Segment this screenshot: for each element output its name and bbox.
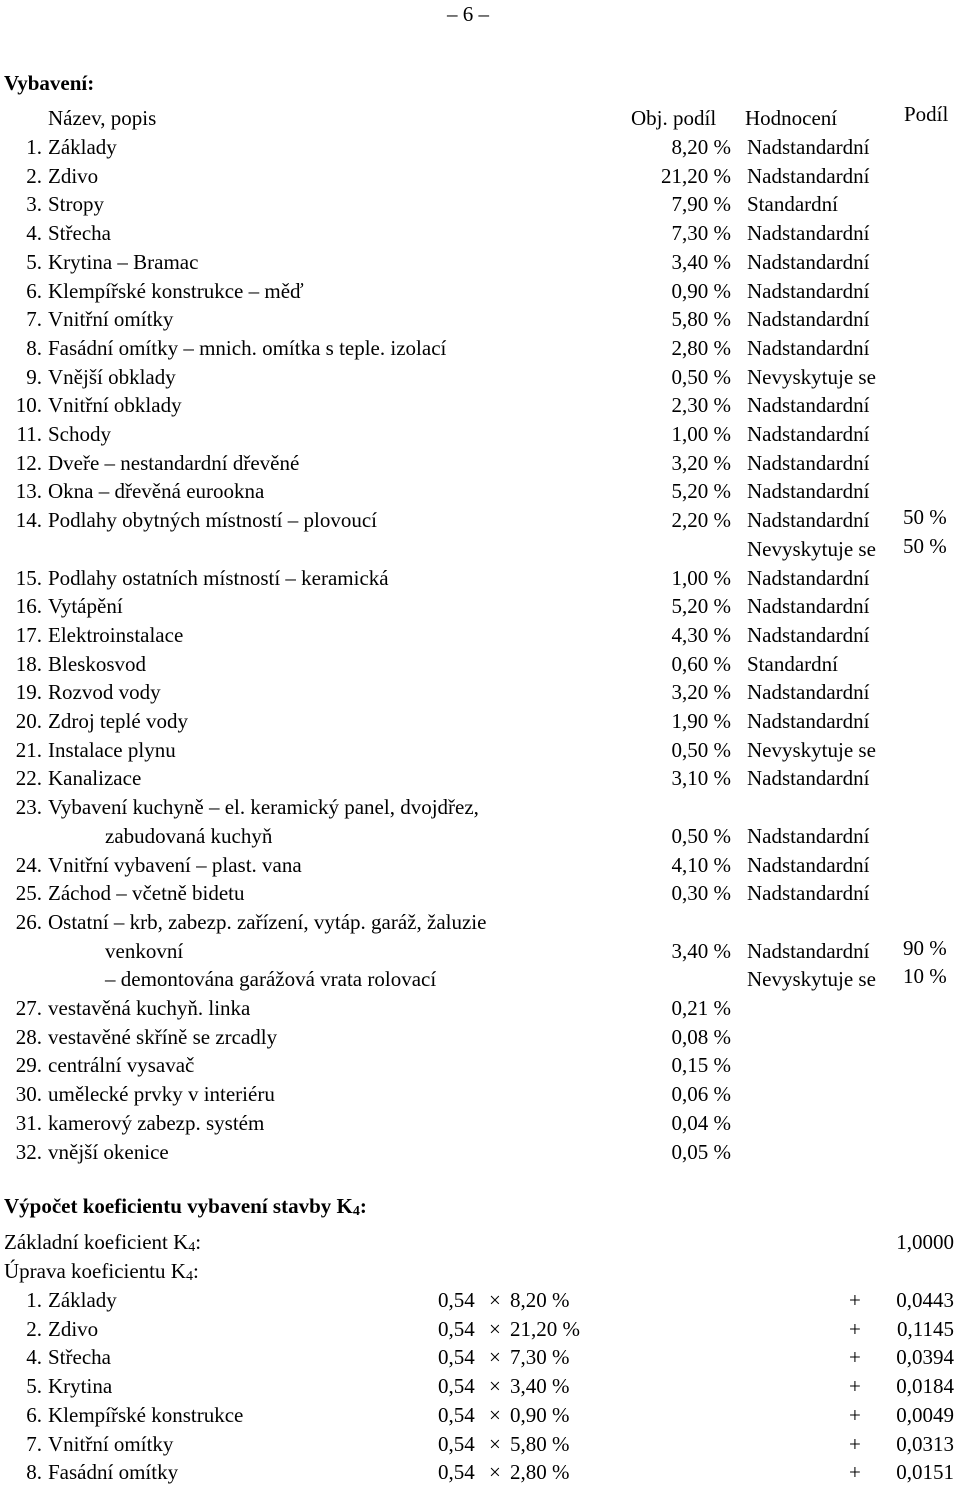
coef-row-name: Fasádní omítky (48, 1460, 179, 1485)
row-name: Vytápění (48, 594, 123, 619)
row-number: 10. (15, 393, 42, 418)
coef-row-sign: + (849, 1431, 861, 1456)
row-name-continued: zabudovaná kuchyň (105, 823, 273, 848)
row-name: Záchod – včetně bidetu (48, 881, 245, 906)
row-part: 10 % (903, 964, 947, 989)
row-name: Podlahy ostatních místností – keramická (48, 565, 389, 590)
row-name: Střecha (48, 221, 111, 246)
coef-row-value: 0,0313 (896, 1431, 954, 1456)
row-number: 3. (26, 192, 42, 217)
row-share: 0,06 % (671, 1082, 731, 1107)
row-share: 0,50 % (671, 823, 731, 848)
multiply-icon: × (489, 1431, 501, 1456)
row-name: Zdivo (48, 163, 99, 188)
coef-row-number: 8. (26, 1460, 42, 1485)
row-name: Fasádní omítky – mnich. omítka s teple. izolací (48, 335, 447, 360)
row-name: Instalace plynu (48, 737, 176, 762)
row-name: Vnitřní vybavení – plast. vana (48, 852, 302, 877)
header-share: Obj. podíl (631, 106, 717, 130)
coef-row-value: 0,0184 (896, 1374, 954, 1399)
row-rating: Nadstandardní (747, 881, 870, 906)
row-number: 4. (26, 221, 42, 246)
row-number: 25. (15, 881, 42, 906)
row-share: 0,21 % (671, 996, 731, 1020)
row-rating: Nevyskytuje se (747, 737, 876, 762)
row-share: 0,50 % (671, 737, 731, 762)
multiply-icon: × (489, 1345, 501, 1370)
row-share: 0,50 % (671, 364, 731, 389)
row-name: Okna – dřevěná eurookna (48, 479, 265, 504)
row-name: Klempířské konstrukce – měď (48, 278, 304, 303)
row-number: 15. (15, 565, 42, 590)
coef-row-factor: 0,54 (438, 1460, 475, 1485)
coef-row-name: Vnitřní omítky (48, 1431, 174, 1456)
row-share: 5,20 % (671, 594, 731, 619)
coef-row-factor: 0,54 (438, 1316, 475, 1341)
row-share: 1,00 % (671, 422, 731, 446)
coef-row-value: 0,0394 (896, 1345, 954, 1370)
row-share: 0,90 % (671, 278, 731, 303)
row-share: 2,80 % (671, 335, 731, 360)
row-name: Vnější obklady (48, 364, 176, 389)
multiply-icon: × (489, 1460, 501, 1485)
row-name: Rozvod vody (48, 680, 161, 705)
row-name: Stropy (48, 192, 105, 217)
row-rating: Nadstandardní (747, 163, 870, 188)
row-share: 0,04 % (671, 1110, 731, 1135)
row-name: Schody (48, 422, 111, 446)
row-rating: Nadstandardní (747, 594, 870, 619)
base-coefficient-label: Základní koeficient $K_4$: (4, 1230, 202, 1255)
row-name-continued: – demontována garážová vrata rolovací (105, 967, 437, 992)
row-number: 1. (26, 135, 42, 159)
row-share: 3,20 % (671, 680, 731, 705)
coef-row-value: 0,0443 (896, 1288, 954, 1312)
multiply-icon: × (489, 1288, 501, 1312)
row-rating: Nadstandardní (747, 508, 870, 533)
row-rating: Nadstandardní (747, 565, 870, 590)
row-name: Ostatní – krb, zabezp. zařízení, vytáp. garáž, žaluzie (48, 909, 487, 934)
row-name: vestavěné skříně se zrcadly (48, 1024, 278, 1049)
row-number: 32. (15, 1139, 42, 1164)
row-name: Bleskosvod (48, 651, 147, 676)
row-part: 50 % (903, 505, 947, 530)
row-name: umělecké prvky v interiéru (48, 1082, 275, 1107)
coef-row-sign: + (849, 1316, 861, 1341)
row-rating: Standardní (747, 192, 838, 217)
coef-row-number: 1. (26, 1288, 42, 1312)
coef-row-percent: 3,40 % (510, 1374, 570, 1399)
row-number: 23. (15, 795, 42, 820)
row-name: centrální vysavač (48, 1053, 195, 1078)
row-rating: Nadstandardní (747, 823, 870, 848)
row-number: 29. (15, 1053, 42, 1078)
row-number: 12. (15, 450, 42, 475)
coefficient-heading: Výpočet koeficientu vybavení stavby $K_4$: (4, 1194, 367, 1219)
row-share: 8,20 % (671, 135, 731, 159)
row-share: 0,30 % (671, 881, 731, 906)
coef-row-name: Krytina (48, 1374, 113, 1399)
row-name: vestavěná kuchyň. linka (48, 996, 251, 1020)
row-name: Vnitřní omítky (48, 307, 174, 332)
coef-row-percent: 7,30 % (510, 1345, 570, 1370)
row-rating: Nevyskytuje se (747, 967, 876, 992)
row-number: 18. (15, 651, 42, 676)
row-share: 5,20 % (671, 479, 731, 504)
row-share: 7,90 % (671, 192, 731, 217)
row-share: 3,20 % (671, 450, 731, 475)
row-rating: Nadstandardní (747, 450, 870, 475)
row-number: 17. (15, 622, 42, 647)
row-share: 1,90 % (671, 709, 731, 733)
row-number: 8. (26, 335, 42, 360)
row-number: 31. (15, 1110, 42, 1135)
row-part: 50 % (903, 533, 947, 558)
row-rating: Nadstandardní (747, 852, 870, 877)
row-number: 6. (26, 278, 42, 303)
row-rating: Nadstandardní (747, 680, 870, 705)
coef-row-sign: + (849, 1460, 861, 1485)
row-number: 5. (26, 249, 42, 274)
coef-row-sign: + (849, 1288, 861, 1312)
row-number: 13. (15, 479, 42, 504)
row-share: 0,05 % (671, 1139, 731, 1164)
row-number: 2. (26, 163, 42, 188)
header-rating: Hodnocení (745, 106, 838, 130)
coef-row-percent: 5,80 % (510, 1431, 570, 1456)
row-number: 9. (26, 364, 42, 389)
row-number: 26. (15, 909, 42, 934)
row-share: 5,80 % (671, 307, 731, 332)
row-part: 90 % (903, 935, 947, 960)
coef-row-number: 6. (26, 1402, 42, 1427)
coef-row-name: Klempířské konstrukce (48, 1402, 244, 1427)
row-share: 0,60 % (671, 651, 731, 676)
row-rating: Nevyskytuje se (747, 536, 876, 561)
coef-row-number: 5. (26, 1374, 42, 1399)
row-rating: Nadstandardní (747, 249, 870, 274)
coef-row-name: Zdivo (48, 1316, 99, 1341)
row-name: Základy (48, 135, 117, 159)
row-number: 19. (15, 680, 42, 705)
coef-row-name: Základy (48, 1288, 117, 1312)
coef-row-factor: 0,54 (438, 1431, 475, 1456)
row-rating: Nadstandardní (747, 135, 870, 159)
row-rating: Nadstandardní (747, 938, 870, 963)
row-name: Kanalizace (48, 766, 142, 791)
row-number: 7. (26, 307, 42, 332)
coef-row-number: 7. (26, 1431, 42, 1456)
row-rating: Nadstandardní (747, 278, 870, 303)
row-share: 4,10 % (671, 852, 731, 877)
row-rating: Nadstandardní (747, 307, 870, 332)
row-share: 2,30 % (671, 393, 731, 418)
coef-row-sign: + (849, 1345, 861, 1370)
row-share: 21,20 % (661, 163, 731, 188)
coef-row-factor: 0,54 (438, 1374, 475, 1399)
row-share: 4,30 % (671, 622, 731, 647)
row-number: 20. (15, 709, 42, 733)
row-name: Vybavení kuchyně – el. keramický panel, dvojdřez, (48, 795, 479, 820)
adjust-coefficient-label: Úprava koeficientu $K_4$: (4, 1259, 199, 1284)
base-coefficient-value: 1,0000 (896, 1230, 954, 1254)
header-name: Název, popis (48, 106, 157, 130)
row-number: 30. (15, 1082, 42, 1107)
row-number: 21. (15, 737, 42, 762)
row-share: 1,00 % (671, 565, 731, 590)
row-number: 27. (15, 996, 42, 1020)
row-rating: Nadstandardní (747, 393, 870, 418)
row-name: Zdroj teplé vody (48, 709, 188, 733)
coef-row-value: 0,0049 (896, 1402, 954, 1427)
row-number: 16. (15, 594, 42, 619)
multiply-icon: × (489, 1316, 501, 1341)
row-name: Vnitřní obklady (48, 393, 182, 418)
row-share: 7,30 % (671, 221, 731, 246)
row-rating: Nadstandardní (747, 479, 870, 504)
coef-row-percent: 8,20 % (510, 1288, 570, 1312)
header-part: Podíl (904, 102, 949, 126)
row-number: 14. (15, 508, 42, 533)
row-name: vnější okenice (48, 1139, 169, 1164)
multiply-icon: × (489, 1402, 501, 1427)
row-name: Podlahy obytných místností – plovoucí (48, 508, 377, 533)
row-rating: Standardní (747, 651, 838, 676)
multiply-icon: × (489, 1374, 501, 1399)
row-name: Dveře – nestandardní dřevěné (48, 450, 300, 475)
page-number: – 6 – (447, 2, 489, 26)
coef-row-percent: 21,20 % (510, 1316, 580, 1341)
row-share: 2,20 % (671, 508, 731, 533)
row-share: 3,40 % (671, 249, 731, 274)
coef-row-factor: 0,54 (438, 1402, 475, 1427)
row-share: 3,10 % (671, 766, 731, 791)
row-rating: Nadstandardní (747, 422, 870, 446)
row-name: kamerový zabezp. systém (48, 1110, 265, 1135)
equipment-heading: Vybavení: (4, 71, 95, 95)
coef-row-value: 0,1145 (897, 1316, 954, 1341)
coef-row-factor: 0,54 (438, 1345, 475, 1370)
coef-row-name: Střecha (48, 1345, 111, 1370)
row-share: 3,40 % (671, 938, 731, 963)
coef-row-value: 0,0151 (896, 1460, 954, 1485)
row-rating: Nadstandardní (747, 709, 870, 733)
row-share: 0,15 % (671, 1053, 731, 1078)
row-number: 11. (16, 422, 42, 446)
coef-row-factor: 0,54 (438, 1288, 475, 1312)
coef-row-sign: + (849, 1402, 861, 1427)
coef-row-percent: 2,80 % (510, 1460, 570, 1485)
coef-row-number: 2. (26, 1316, 42, 1341)
row-number: 24. (15, 852, 42, 877)
coef-row-number: 4. (26, 1345, 42, 1370)
coef-row-percent: 0,90 % (510, 1402, 570, 1427)
row-name: Elektroinstalace (48, 622, 184, 647)
row-rating: Nadstandardní (747, 766, 870, 791)
row-rating: Nadstandardní (747, 622, 870, 647)
row-rating: Nadstandardní (747, 335, 870, 360)
row-number: 22. (15, 766, 42, 791)
row-rating: Nadstandardní (747, 221, 870, 246)
row-number: 28. (15, 1024, 42, 1049)
row-share: 0,08 % (671, 1024, 731, 1049)
row-name: Krytina – Bramac (48, 249, 199, 274)
row-rating: Nevyskytuje se (747, 364, 876, 389)
row-name-continued: venkovní (105, 938, 184, 963)
coef-row-sign: + (849, 1374, 861, 1399)
